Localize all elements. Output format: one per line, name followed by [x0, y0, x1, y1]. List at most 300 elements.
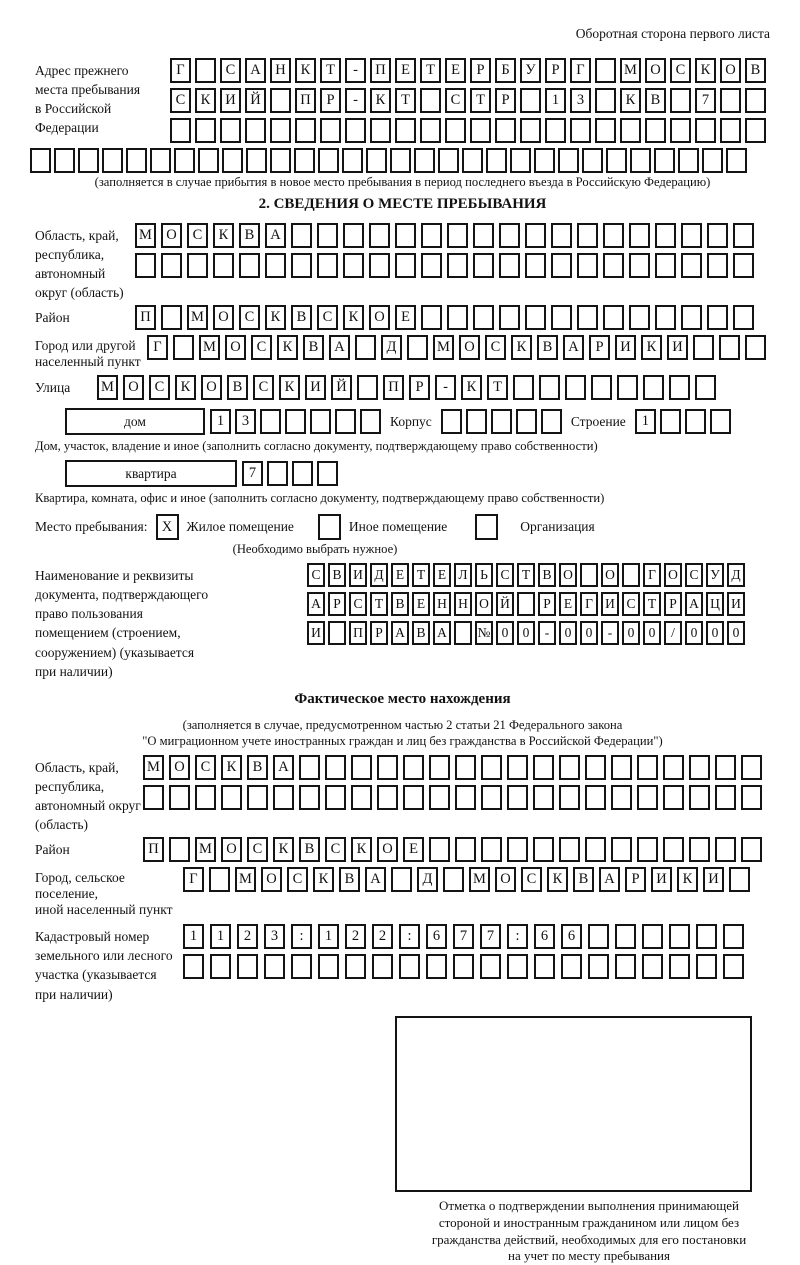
char-box[interactable]	[525, 223, 546, 248]
char-box[interactable]: 0	[685, 621, 703, 645]
char-box[interactable]	[429, 755, 450, 780]
char-box[interactable]	[559, 785, 580, 810]
char-box[interactable]: К	[695, 58, 716, 83]
char-box[interactable]: А	[685, 592, 703, 616]
char-box[interactable]	[733, 305, 754, 330]
char-box[interactable]	[291, 223, 312, 248]
char-box[interactable]: С	[670, 58, 691, 83]
char-box[interactable]: С	[307, 563, 325, 587]
char-box[interactable]: Г	[183, 867, 204, 892]
char-box[interactable]	[420, 88, 441, 113]
char-box[interactable]	[720, 88, 741, 113]
char-box[interactable]: С	[287, 867, 308, 892]
char-box[interactable]: Т	[370, 592, 388, 616]
char-box[interactable]	[606, 148, 627, 173]
char-box[interactable]	[391, 867, 412, 892]
char-box[interactable]: К	[295, 58, 316, 83]
char-box[interactable]	[670, 118, 691, 143]
char-box[interactable]	[551, 223, 572, 248]
char-box[interactable]: Г	[580, 592, 598, 616]
char-box[interactable]: К	[620, 88, 641, 113]
char-box[interactable]	[220, 118, 241, 143]
char-box[interactable]	[370, 118, 391, 143]
char-box[interactable]: К	[175, 375, 196, 400]
char-box[interactable]: Т	[487, 375, 508, 400]
char-box[interactable]	[715, 837, 736, 862]
char-box[interactable]	[462, 148, 483, 173]
char-box[interactable]	[577, 223, 598, 248]
char-box[interactable]	[102, 148, 123, 173]
char-box[interactable]: 6	[561, 924, 582, 949]
char-box[interactable]: А	[365, 867, 386, 892]
char-box[interactable]	[291, 253, 312, 278]
char-box[interactable]: М	[469, 867, 490, 892]
char-box[interactable]	[473, 253, 494, 278]
char-box[interactable]	[663, 785, 684, 810]
char-box[interactable]: С	[349, 592, 367, 616]
char-box[interactable]	[414, 148, 435, 173]
char-box[interactable]: П	[370, 58, 391, 83]
char-box[interactable]	[320, 118, 341, 143]
char-box[interactable]	[421, 223, 442, 248]
char-box[interactable]: Р	[470, 58, 491, 83]
char-box[interactable]	[173, 335, 194, 360]
char-box[interactable]	[480, 954, 501, 979]
char-box[interactable]	[453, 954, 474, 979]
char-box[interactable]	[265, 253, 286, 278]
char-box[interactable]	[707, 253, 728, 278]
char-box[interactable]	[513, 375, 534, 400]
char-box[interactable]	[720, 118, 741, 143]
char-box[interactable]	[707, 223, 728, 248]
char-box[interactable]: Г	[643, 563, 661, 587]
char-box[interactable]	[629, 223, 650, 248]
char-box[interactable]	[645, 118, 666, 143]
char-box[interactable]	[507, 755, 528, 780]
char-box[interactable]	[719, 335, 740, 360]
char-box[interactable]	[741, 837, 762, 862]
char-box[interactable]	[558, 148, 579, 173]
char-box[interactable]	[150, 148, 171, 173]
char-box[interactable]	[629, 253, 650, 278]
char-box[interactable]: Е	[395, 58, 416, 83]
char-box[interactable]	[741, 755, 762, 780]
char-box[interactable]	[345, 118, 366, 143]
char-box[interactable]: Е	[403, 837, 424, 862]
char-box[interactable]	[689, 837, 710, 862]
checkbox-other-premises[interactable]	[318, 514, 341, 540]
char-box[interactable]: Т	[412, 563, 430, 587]
char-box[interactable]	[360, 409, 381, 434]
char-box[interactable]	[454, 621, 472, 645]
char-box[interactable]	[426, 954, 447, 979]
char-box[interactable]: О	[664, 563, 682, 587]
char-box[interactable]: О	[475, 592, 493, 616]
char-box[interactable]	[447, 253, 468, 278]
char-box[interactable]: Т	[517, 563, 535, 587]
char-box[interactable]	[420, 118, 441, 143]
char-box[interactable]: 0	[580, 621, 598, 645]
char-box[interactable]	[198, 148, 219, 173]
char-box[interactable]: К	[511, 335, 532, 360]
char-box[interactable]	[473, 305, 494, 330]
char-box[interactable]: 1	[210, 409, 231, 434]
char-box[interactable]: И	[615, 335, 636, 360]
char-box[interactable]: К	[351, 837, 372, 862]
char-box[interactable]: С	[622, 592, 640, 616]
char-box[interactable]: Г	[147, 335, 168, 360]
char-box[interactable]	[507, 954, 528, 979]
char-box[interactable]	[447, 223, 468, 248]
char-box[interactable]	[577, 305, 598, 330]
char-box[interactable]: 1	[210, 924, 231, 949]
char-box[interactable]: О	[645, 58, 666, 83]
char-box[interactable]: Д	[417, 867, 438, 892]
char-box[interactable]: А	[329, 335, 350, 360]
char-box[interactable]: :	[291, 924, 312, 949]
char-box[interactable]	[292, 461, 313, 486]
char-box[interactable]	[696, 954, 717, 979]
char-box[interactable]	[723, 924, 744, 949]
char-box[interactable]	[335, 409, 356, 434]
char-box[interactable]: И	[305, 375, 326, 400]
char-box[interactable]	[247, 785, 268, 810]
checkbox-residential[interactable]: X	[156, 514, 179, 540]
char-box[interactable]: О	[495, 867, 516, 892]
char-box[interactable]	[510, 148, 531, 173]
char-box[interactable]	[681, 305, 702, 330]
char-box[interactable]	[455, 755, 476, 780]
char-box[interactable]	[517, 592, 535, 616]
char-box[interactable]	[270, 88, 291, 113]
char-box[interactable]	[237, 954, 258, 979]
char-box[interactable]	[318, 954, 339, 979]
char-box[interactable]	[695, 118, 716, 143]
char-box[interactable]: -	[435, 375, 456, 400]
char-box[interactable]: 1	[183, 924, 204, 949]
char-box[interactable]: :	[507, 924, 528, 949]
char-box[interactable]	[126, 148, 147, 173]
char-box[interactable]: В	[537, 335, 558, 360]
char-box[interactable]: 1	[635, 409, 656, 434]
char-box[interactable]	[617, 375, 638, 400]
char-box[interactable]	[615, 924, 636, 949]
char-box[interactable]	[351, 785, 372, 810]
char-box[interactable]	[195, 58, 216, 83]
char-box[interactable]	[30, 148, 51, 173]
char-box[interactable]	[539, 375, 560, 400]
char-box[interactable]	[369, 253, 390, 278]
char-box[interactable]: И	[307, 621, 325, 645]
char-box[interactable]	[270, 148, 291, 173]
char-box[interactable]: О	[201, 375, 222, 400]
char-box[interactable]	[470, 118, 491, 143]
char-box[interactable]: 7	[480, 924, 501, 949]
char-box[interactable]: Й	[245, 88, 266, 113]
char-box[interactable]: О	[213, 305, 234, 330]
char-box[interactable]	[643, 375, 664, 400]
char-box[interactable]	[620, 118, 641, 143]
char-box[interactable]: 0	[517, 621, 535, 645]
char-box[interactable]: 1	[545, 88, 566, 113]
char-box[interactable]	[591, 375, 612, 400]
char-box[interactable]: О	[720, 58, 741, 83]
char-box[interactable]: 0	[622, 621, 640, 645]
char-box[interactable]: А	[391, 621, 409, 645]
char-box[interactable]	[143, 785, 164, 810]
char-box[interactable]	[421, 253, 442, 278]
char-box[interactable]	[343, 253, 364, 278]
char-box[interactable]	[723, 954, 744, 979]
char-box[interactable]	[443, 867, 464, 892]
char-box[interactable]: В	[227, 375, 248, 400]
char-box[interactable]: Н	[454, 592, 472, 616]
checkbox-organization[interactable]	[475, 514, 498, 540]
char-box[interactable]: О	[161, 223, 182, 248]
char-box[interactable]	[603, 223, 624, 248]
char-box[interactable]	[183, 954, 204, 979]
char-box[interactable]	[377, 755, 398, 780]
char-box[interactable]: Р	[320, 88, 341, 113]
char-box[interactable]: Р	[370, 621, 388, 645]
char-box[interactable]	[595, 58, 616, 83]
char-box[interactable]	[294, 148, 315, 173]
char-box[interactable]: С	[220, 58, 241, 83]
char-box[interactable]	[585, 837, 606, 862]
char-box[interactable]: М	[187, 305, 208, 330]
char-box[interactable]	[520, 118, 541, 143]
char-box[interactable]: /	[664, 621, 682, 645]
char-box[interactable]: К	[677, 867, 698, 892]
char-box[interactable]	[565, 375, 586, 400]
char-box[interactable]: К	[279, 375, 300, 400]
char-box[interactable]	[299, 755, 320, 780]
char-box[interactable]	[447, 305, 468, 330]
char-box[interactable]: 0	[706, 621, 724, 645]
char-box[interactable]	[473, 223, 494, 248]
char-box[interactable]	[534, 148, 555, 173]
char-box[interactable]	[403, 785, 424, 810]
char-box[interactable]: Б	[495, 58, 516, 83]
char-box[interactable]	[390, 148, 411, 173]
char-box[interactable]	[170, 118, 191, 143]
char-box[interactable]: Т	[470, 88, 491, 113]
char-box[interactable]	[582, 148, 603, 173]
char-box[interactable]	[325, 755, 346, 780]
char-box[interactable]	[695, 375, 716, 400]
char-box[interactable]	[525, 305, 546, 330]
char-box[interactable]: 3	[235, 409, 256, 434]
char-box[interactable]	[669, 375, 690, 400]
char-box[interactable]	[407, 335, 428, 360]
char-box[interactable]: К	[221, 755, 242, 780]
char-box[interactable]	[726, 148, 747, 173]
char-box[interactable]: 7	[242, 461, 263, 486]
char-box[interactable]: 6	[426, 924, 447, 949]
char-box[interactable]	[585, 755, 606, 780]
char-box[interactable]	[507, 837, 528, 862]
char-box[interactable]	[660, 409, 681, 434]
char-box[interactable]: Е	[433, 563, 451, 587]
char-box[interactable]	[693, 335, 714, 360]
char-box[interactable]: Р	[495, 88, 516, 113]
char-box[interactable]: Р	[625, 867, 646, 892]
char-box[interactable]: Т	[420, 58, 441, 83]
char-box[interactable]	[429, 837, 450, 862]
char-box[interactable]: Т	[643, 592, 661, 616]
char-box[interactable]	[285, 409, 306, 434]
char-box[interactable]: С	[251, 335, 272, 360]
char-box[interactable]: П	[295, 88, 316, 113]
char-box[interactable]	[264, 954, 285, 979]
char-box[interactable]: М	[433, 335, 454, 360]
char-box[interactable]	[318, 148, 339, 173]
char-box[interactable]	[372, 954, 393, 979]
char-box[interactable]	[681, 253, 702, 278]
char-box[interactable]: В	[247, 755, 268, 780]
char-box[interactable]	[559, 837, 580, 862]
char-box[interactable]: Р	[589, 335, 610, 360]
char-box[interactable]: О	[221, 837, 242, 862]
char-box[interactable]	[310, 409, 331, 434]
char-box[interactable]	[642, 924, 663, 949]
char-box[interactable]	[733, 253, 754, 278]
char-box[interactable]: №	[475, 621, 493, 645]
char-box[interactable]: И	[667, 335, 688, 360]
char-box[interactable]: М	[97, 375, 118, 400]
char-box[interactable]: Е	[395, 305, 416, 330]
char-box[interactable]: С	[187, 223, 208, 248]
char-box[interactable]: Д	[381, 335, 402, 360]
char-box[interactable]	[595, 118, 616, 143]
char-box[interactable]: И	[703, 867, 724, 892]
char-box[interactable]	[729, 867, 750, 892]
char-box[interactable]: Р	[538, 592, 556, 616]
char-box[interactable]	[570, 118, 591, 143]
char-box[interactable]: С	[325, 837, 346, 862]
char-box[interactable]: С	[195, 755, 216, 780]
char-box[interactable]	[135, 253, 156, 278]
char-box[interactable]	[545, 118, 566, 143]
char-box[interactable]	[491, 409, 512, 434]
char-box[interactable]	[630, 148, 651, 173]
char-box[interactable]: Т	[395, 88, 416, 113]
char-box[interactable]	[328, 621, 346, 645]
char-box[interactable]	[707, 305, 728, 330]
char-box[interactable]: Й	[331, 375, 352, 400]
char-box[interactable]: К	[195, 88, 216, 113]
char-box[interactable]: 0	[559, 621, 577, 645]
house-type-field[interactable]: дом	[65, 408, 205, 435]
char-box[interactable]	[317, 461, 338, 486]
char-box[interactable]: -	[345, 88, 366, 113]
char-box[interactable]: О	[459, 335, 480, 360]
char-box[interactable]: Е	[391, 563, 409, 587]
char-box[interactable]: -	[601, 621, 619, 645]
char-box[interactable]: Г	[170, 58, 191, 83]
char-box[interactable]	[541, 409, 562, 434]
char-box[interactable]	[745, 118, 766, 143]
char-box[interactable]	[78, 148, 99, 173]
char-box[interactable]: К	[547, 867, 568, 892]
char-box[interactable]: 3	[570, 88, 591, 113]
apartment-type-field[interactable]: квартира	[65, 460, 237, 487]
char-box[interactable]: Е	[445, 58, 466, 83]
char-box[interactable]: 6	[534, 924, 555, 949]
char-box[interactable]: П	[143, 837, 164, 862]
char-box[interactable]: К	[313, 867, 334, 892]
char-box[interactable]: П	[135, 305, 156, 330]
char-box[interactable]	[441, 409, 462, 434]
char-box[interactable]	[637, 755, 658, 780]
char-box[interactable]: В	[745, 58, 766, 83]
char-box[interactable]: К	[273, 837, 294, 862]
char-box[interactable]	[669, 954, 690, 979]
char-box[interactable]	[611, 785, 632, 810]
char-box[interactable]	[445, 118, 466, 143]
char-box[interactable]: Г	[570, 58, 591, 83]
char-box[interactable]	[317, 223, 338, 248]
char-box[interactable]	[377, 785, 398, 810]
char-box[interactable]	[466, 409, 487, 434]
char-box[interactable]	[395, 223, 416, 248]
char-box[interactable]: М	[620, 58, 641, 83]
char-box[interactable]: Л	[454, 563, 472, 587]
char-box[interactable]: В	[573, 867, 594, 892]
char-box[interactable]: :	[399, 924, 420, 949]
char-box[interactable]: 1	[318, 924, 339, 949]
char-box[interactable]	[54, 148, 75, 173]
char-box[interactable]	[187, 253, 208, 278]
char-box[interactable]: В	[239, 223, 260, 248]
char-box[interactable]	[399, 954, 420, 979]
char-box[interactable]	[715, 755, 736, 780]
char-box[interactable]: Н	[433, 592, 451, 616]
char-box[interactable]: 0	[496, 621, 514, 645]
char-box[interactable]: Н	[270, 58, 291, 83]
char-box[interactable]	[577, 253, 598, 278]
char-box[interactable]	[669, 924, 690, 949]
char-box[interactable]: О	[377, 837, 398, 862]
char-box[interactable]	[421, 305, 442, 330]
char-box[interactable]: -	[345, 58, 366, 83]
char-box[interactable]: Д	[727, 563, 745, 587]
char-box[interactable]	[611, 837, 632, 862]
char-box[interactable]	[499, 305, 520, 330]
char-box[interactable]	[741, 785, 762, 810]
char-box[interactable]: К	[265, 305, 286, 330]
char-box[interactable]	[663, 837, 684, 862]
char-box[interactable]	[495, 118, 516, 143]
char-box[interactable]	[351, 755, 372, 780]
char-box[interactable]: В	[299, 837, 320, 862]
char-box[interactable]: С	[149, 375, 170, 400]
char-box[interactable]	[745, 335, 766, 360]
char-box[interactable]: М	[143, 755, 164, 780]
char-box[interactable]	[655, 305, 676, 330]
char-box[interactable]: 0	[727, 621, 745, 645]
char-box[interactable]: К	[461, 375, 482, 400]
char-box[interactable]	[642, 954, 663, 979]
char-box[interactable]	[696, 924, 717, 949]
char-box[interactable]: А	[265, 223, 286, 248]
char-box[interactable]: К	[213, 223, 234, 248]
char-box[interactable]: Р	[409, 375, 430, 400]
char-box[interactable]: В	[538, 563, 556, 587]
char-box[interactable]	[745, 88, 766, 113]
char-box[interactable]: П	[383, 375, 404, 400]
char-box[interactable]	[588, 954, 609, 979]
